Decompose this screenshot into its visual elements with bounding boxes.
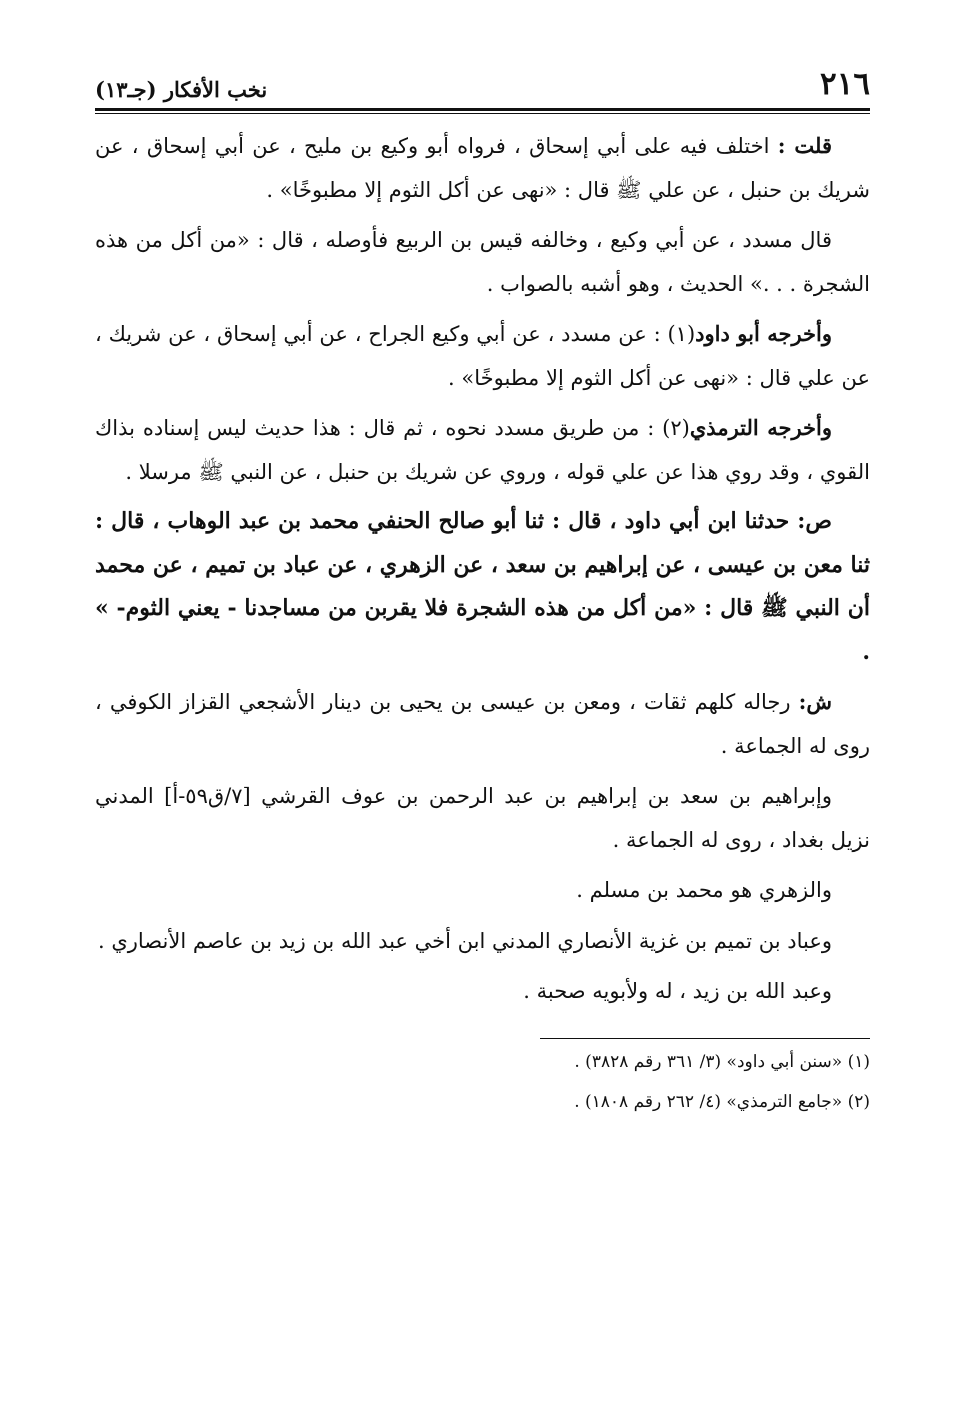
- footnote: (٢) «جامع الترمذي» (٤/ ٢٦٢ رقم ١٨٠٨) .: [574, 1091, 870, 1112]
- header-rule: [95, 108, 870, 111]
- paragraph: [95, 919, 870, 964]
- paragraph: [95, 868, 870, 913]
- paragraph: [95, 312, 870, 400]
- paragraph-hadith: [95, 500, 870, 674]
- paragraph-lead: وأخرجه أبو داود: [695, 321, 832, 346]
- header-rule-thin: [95, 113, 870, 114]
- paragraph-text: اختلف فيه على أبي إسحاق ، فرواه أبو وكيع بن مليح ، عن أبي إسحاق ، عن شريك بن حنبل ، عن علي ﷺ قال : «نهى عن أكل الثوم إلا مطبوخًا» .: [95, 134, 870, 202]
- paragraph: [95, 124, 870, 212]
- paragraph-text: وإبراهيم بن سعد بن إبراهيم بن عبد الرحمن بن عوف القرشي [٧/ق٥٩-أ] المدني نزيل بغداد ، روى له الجماعة .: [95, 784, 870, 852]
- paragraph-text: وعبد الله بن زيد ، له ولأبويه صحبة .: [523, 979, 832, 1003]
- paragraph: [95, 969, 870, 1014]
- paragraph-text: رجاله كلهم ثقات ، ومعن بن عيسى بن يحيى بن دينار الأشجعي القزاز الكوفي ، روى له الجماعة .: [95, 690, 870, 758]
- paragraph-text: (١) : عن مسدد ، عن أبي وكيع الجراح ، عن أبي إسحاق ، عن شريك ، عن علي قال : «نهى عن أكل الثوم إلا مطبوخًا» .: [95, 322, 870, 390]
- paragraph-text: وعباد بن تميم بن غزية الأنصاري المدني ابن أخي عبد الله بن زيد بن عاصم الأنصاري .: [97, 928, 832, 953]
- paragraph: [95, 680, 870, 768]
- page-number: ٢١٦: [820, 66, 870, 102]
- paragraph-lead: وأخرجه الترمذي: [689, 415, 832, 440]
- paragraph-text: قال مسدد ، عن أبي وكيع ، وخالفه قيس بن الربيع فأوصله ، قال : «من أكل من هذه الشجرة . . .» الحديث ، وهو أشبه بالصواب .: [95, 228, 870, 296]
- body-text: [95, 124, 870, 1014]
- document-page: [95, 58, 870, 1119]
- paragraph-text: والزهري هو محمد بن مسلم .: [576, 878, 832, 902]
- paragraph: [95, 774, 870, 862]
- paragraph-lead: ص:: [797, 508, 832, 534]
- paragraph: [95, 218, 870, 306]
- paragraph-text: (٢) : من طريق مسدد نحوه ، ثم قال : هذا حديث ليس إسناده بذاك القوي ، وقد روي هذا عن علي قوله ، وروي عن شريك بن حنبل ، عن النبي ﷺ مرسلا .: [95, 416, 870, 484]
- paragraph-text: حدثنا ابن أبي داود ، قال : ثنا أبو صالح الحنفي محمد بن عبد الوهاب ، قال : ثنا معن بن عيسى ، عن إبراهيم بن سعد ، عن الزهري ، عن عباد بن تميم ، عن محمد أن النبي ﷺ قال : «من أكل من هذه الشجرة فلا يقربن من مساجدنا - يعني الثوم- » .: [95, 508, 870, 665]
- book-title: نخب الأفكار (جـ١٣): [95, 77, 268, 102]
- page-header: [95, 58, 870, 102]
- footnote: (١) «سنن أبي داود» (٣/ ٣٦١ رقم ٣٨٢٨) .: [574, 1051, 870, 1072]
- paragraph: [95, 406, 870, 494]
- paragraph-lead: قلت :: [777, 133, 832, 158]
- footnote-rule: [540, 1038, 870, 1039]
- paragraph-lead: ش:: [798, 689, 832, 714]
